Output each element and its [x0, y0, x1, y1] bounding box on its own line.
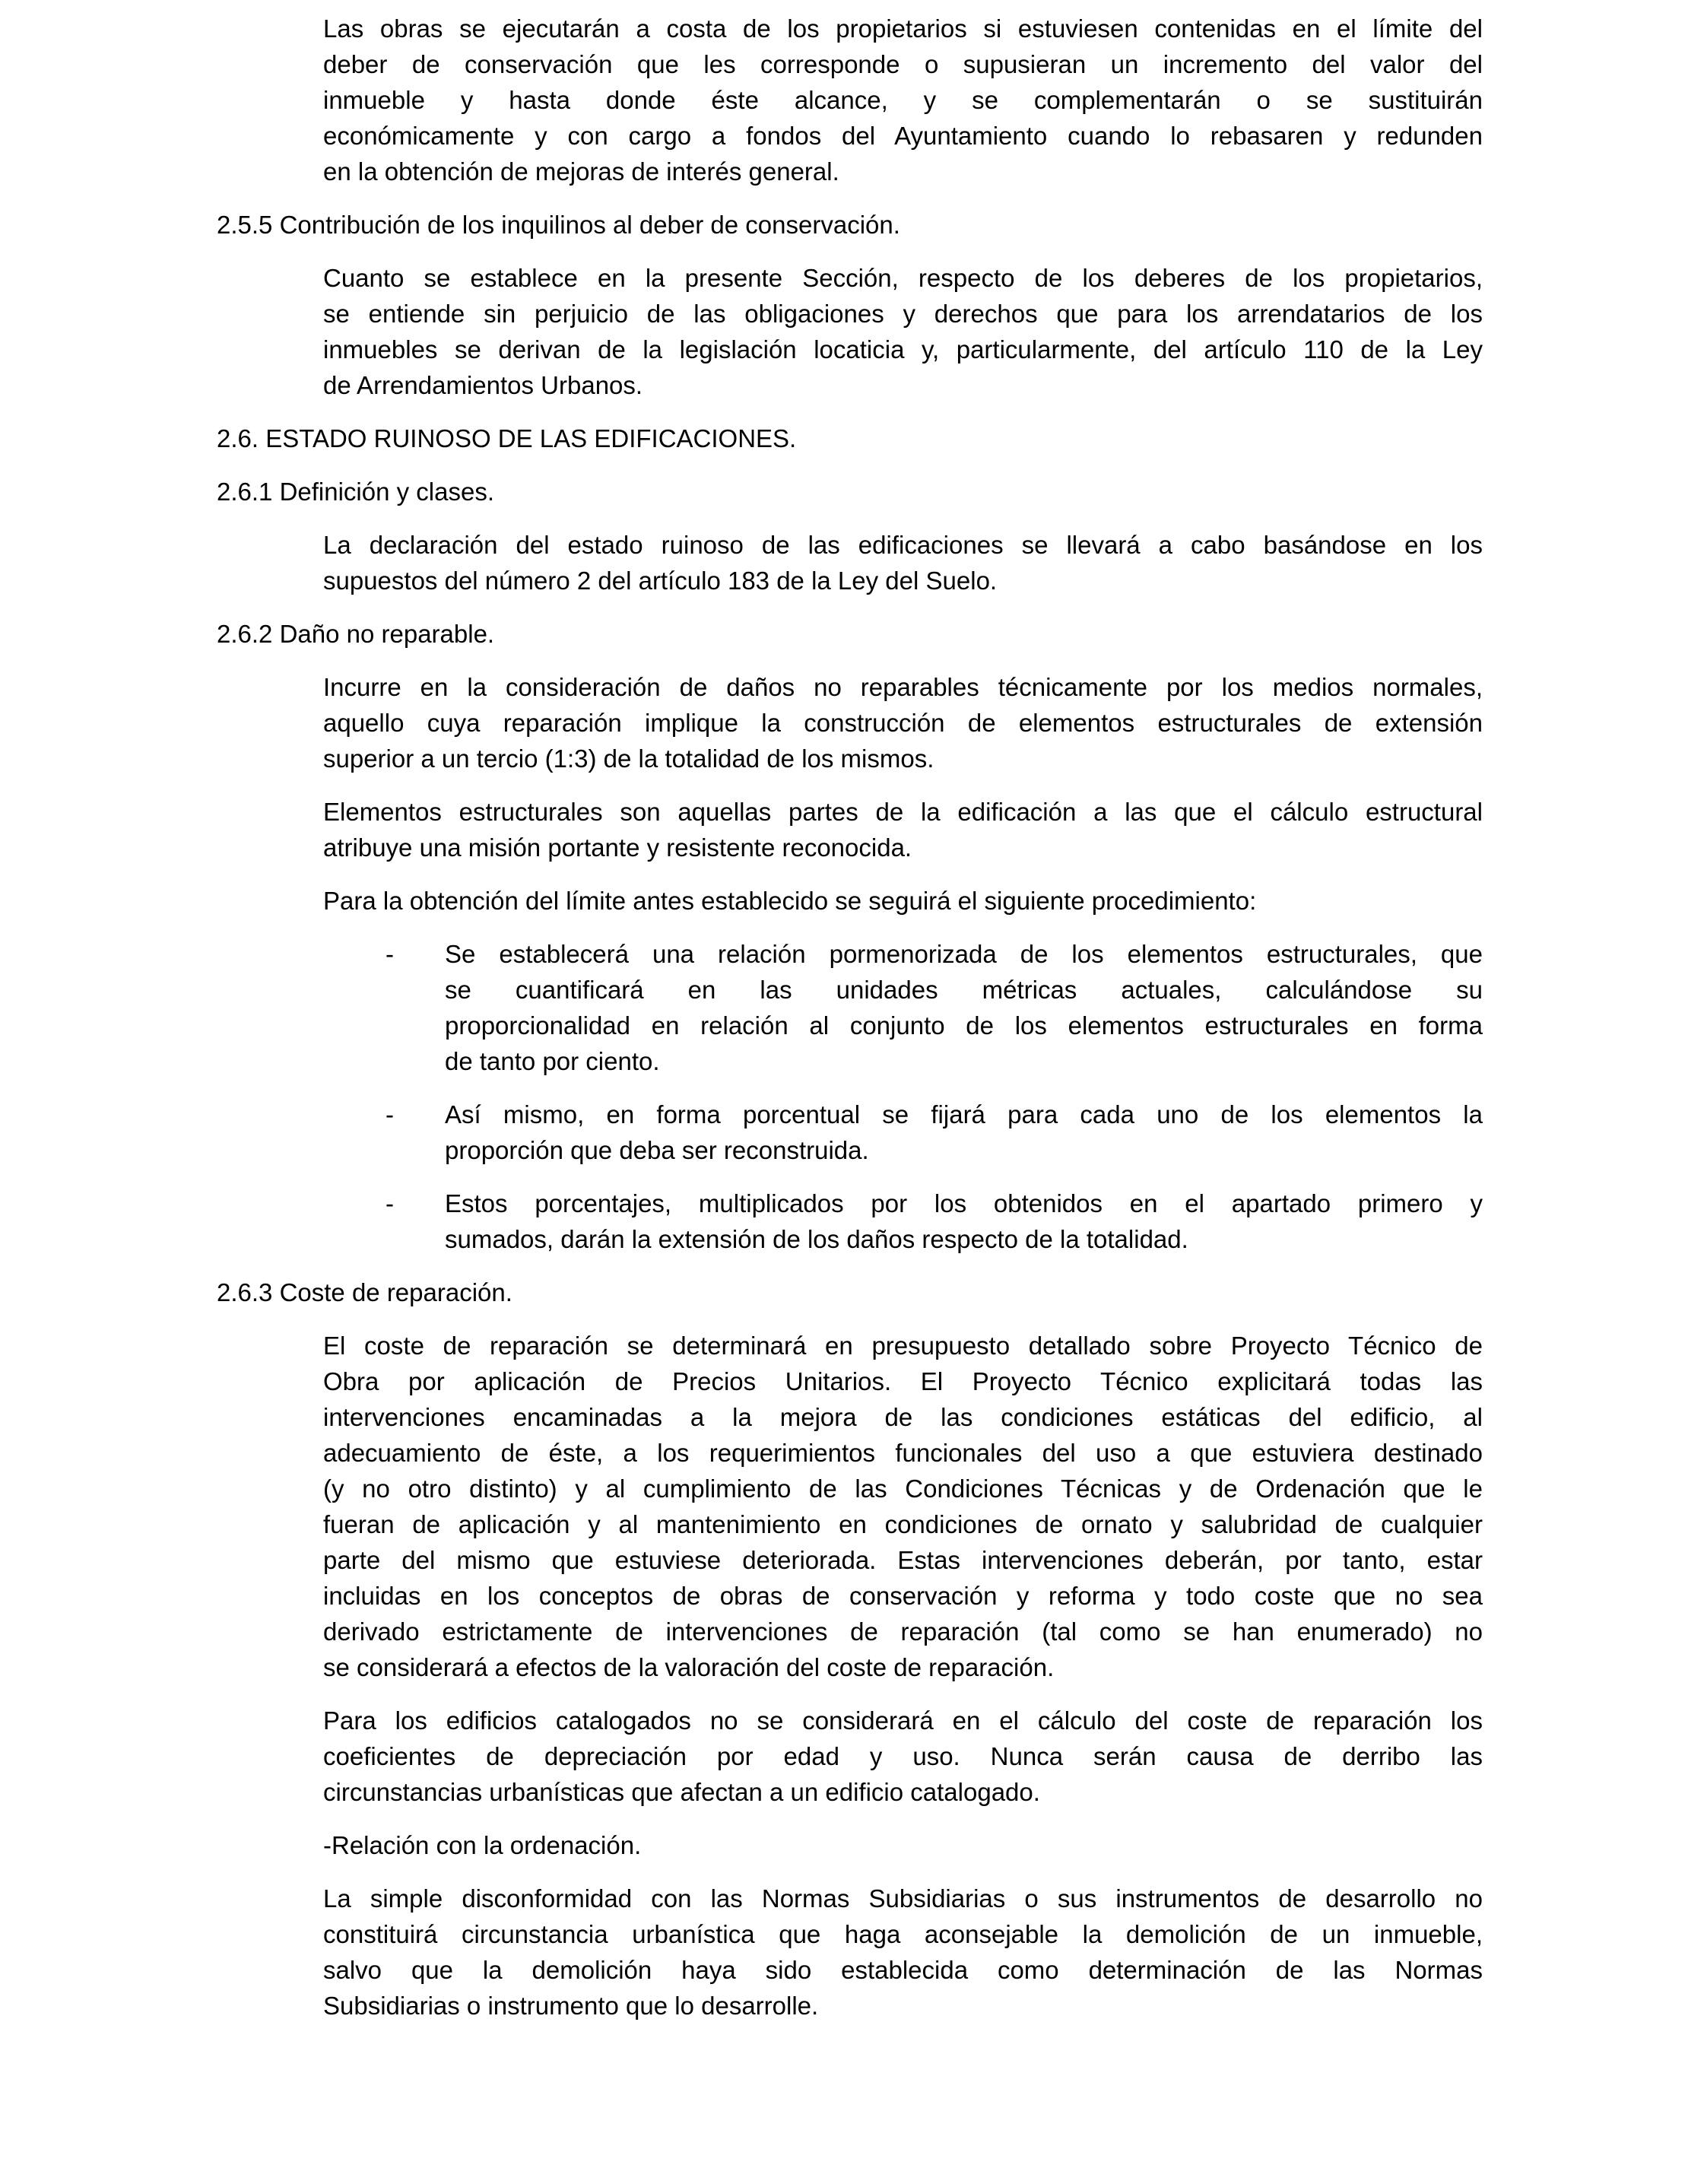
text-line: 2.6. ESTADO RUINOSO DE LAS EDIFICACIONES. [217, 424, 797, 452]
text-line: Cuanto se establece en la presente Sección, respecto de los deberes de los propietarios, [323, 264, 1483, 292]
text-line: La simple disconformidad con las Normas Subsidiarias o sus instrumentos de desarrollo no [323, 1884, 1483, 1913]
text-line: 2.6.2 Daño no reparable. [217, 620, 495, 648]
section-heading [217, 1275, 1483, 1310]
text-line: 2.6.3 Coste de reparación. [217, 1278, 512, 1306]
text-line: La declaración del estado ruinoso de las edificaciones se llevará a cabo basándose en los [323, 531, 1483, 559]
paragraph [323, 669, 1483, 776]
text-line: constituirá circunstancia urbanística que haga aconsejable la demolición de un inmueble, [323, 1920, 1483, 1948]
text-line: sumados, darán la extensión de los daños respecto de la totalidad. [445, 1225, 1188, 1253]
text-line: Las obras se ejecutarán a costa de los propietarios si estuviesen contenidas en el límite del [323, 14, 1483, 43]
bullet-marker: - [386, 1189, 394, 1217]
text-line: Incurre en la consideración de daños no reparables técnicamente por los medios normales, [323, 673, 1483, 701]
paragraph [323, 1881, 1483, 2024]
section-heading [217, 421, 1483, 456]
paragraph [323, 883, 1483, 919]
text-line: coeficientes de depreciación por edad y uso. Nunca serán causa de derribo las [323, 1742, 1483, 1770]
paragraph [323, 794, 1483, 865]
text-line: 2.6.1 Definición y clases. [217, 478, 495, 506]
text-line: atribuye una misión portante y resistente reconocida. [323, 833, 912, 862]
text-line: se cuantificará en las unidades métricas actuales, calculándose su [445, 976, 1483, 1004]
text-line: de Arrendamientos Urbanos. [323, 371, 643, 399]
text-line: superior a un tercio (1:3) de la totalidad de los mismos. [323, 744, 934, 773]
section-heading [217, 474, 1483, 509]
list-item [386, 936, 1483, 1079]
text-line: económicamente y con cargo a fondos del Ayuntamiento cuando lo rebasaren y redunden [323, 122, 1483, 150]
text-line: proporcionalidad en relación al conjunto de los elementos estructurales en forma [445, 1011, 1483, 1040]
text-line: incluidas en los conceptos de obras de conservación y reforma y todo coste que no sea [323, 1582, 1483, 1610]
text-line: inmuebles se derivan de la legislación locaticia y, particularmente, del artículo 110 de la Ley [323, 335, 1483, 363]
text-line: aquello cuya reparación implique la construcción de elementos estructurales de extensión [323, 709, 1483, 737]
paragraph [323, 11, 1483, 189]
text-line: Elementos estructurales son aquellas partes de la edificación a las que el cálculo estructural [323, 798, 1483, 826]
text-line: de tanto por ciento. [445, 1047, 660, 1075]
text-line: El coste de reparación se determinará en presupuesto detallado sobre Proyecto Técnico de [323, 1332, 1483, 1360]
list-item-text [445, 936, 1483, 1079]
bullet-marker: - [386, 940, 394, 968]
text-line: salvo que la demolición haya sido establecida como determinación de las Normas [323, 1956, 1483, 1984]
text-line: en la obtención de mejoras de interés general. [323, 157, 839, 186]
text-line: parte del mismo que estuviese deteriorada. Estas intervenciones deberán, por tanto, estar [323, 1546, 1483, 1574]
text-line: Para la obtención del límite antes establecido se seguirá el siguiente procedimiento: [323, 887, 1257, 915]
list-item [386, 1097, 1483, 1168]
text-line: Estos porcentajes, multiplicados por los obtenidos en el apartado primero y [445, 1189, 1483, 1217]
text-line: se entiende sin perjuicio de las obligaciones y derechos que para los arrendatarios de los [323, 300, 1483, 328]
text-line: fueran de aplicación y al mantenimiento en condiciones de ornato y salubridad de cualquier [323, 1510, 1483, 1538]
text-line: Así mismo, en forma porcentual se fijará para cada uno de los elementos la [445, 1100, 1483, 1129]
text-line: derivado estrictamente de intervenciones de reparación (tal como se han enumerado) no [323, 1617, 1483, 1646]
text-line: supuestos del número 2 del artículo 183 de la Ley del Suelo. [323, 567, 998, 595]
section-heading [217, 207, 1483, 243]
text-line: inmueble y hasta donde éste alcance, y se complementarán o se sustituirán [323, 86, 1483, 114]
text-line: -Relación con la ordenación. [323, 1831, 642, 1859]
text-line: Para los edificios catalogados no se considerará en el cálculo del coste de reparación los [323, 1706, 1483, 1735]
text-line: 2.5.5 Contribución de los inquilinos al deber de conservación. [217, 211, 900, 239]
paragraph [323, 1328, 1483, 1685]
text-line: adecuamiento de éste, a los requerimientos funcionales del uso a que estuviera destinado [323, 1439, 1483, 1467]
list-item [386, 1186, 1483, 1257]
list-item-text [445, 1097, 1483, 1168]
paragraph [323, 527, 1483, 598]
paragraph [323, 1703, 1483, 1810]
text-line: proporción que deba ser reconstruida. [445, 1136, 869, 1164]
document-content [0, 11, 1688, 2024]
paragraph [323, 1827, 1483, 1863]
text-line: (y no otro distinto) y al cumplimiento de las Condiciones Técnicas y de Ordenación que le [323, 1475, 1483, 1503]
text-line: circunstancias urbanísticas que afectan a un edificio catalogado. [323, 1778, 1040, 1806]
text-line: Subsidiarias o instrumento que lo desarrolle. [323, 1992, 819, 2020]
text-line: Se establecerá una relación pormenorizada de los elementos estructurales, que [445, 940, 1483, 968]
paragraph [323, 260, 1483, 403]
bullet-marker: - [386, 1100, 394, 1129]
text-line: Obra por aplicación de Precios Unitarios. El Proyecto Técnico explicitará todas las [323, 1367, 1483, 1395]
text-line: intervenciones encaminadas a la mejora de las condiciones estáticas del edificio, al [323, 1403, 1483, 1431]
text-line: se considerará a efectos de la valoración del coste de reparación. [323, 1653, 1055, 1681]
section-heading [217, 616, 1483, 652]
list-item-text [445, 1186, 1483, 1257]
text-line: deber de conservación que les corresponde o supusieran un incremento del valor del [323, 50, 1483, 78]
